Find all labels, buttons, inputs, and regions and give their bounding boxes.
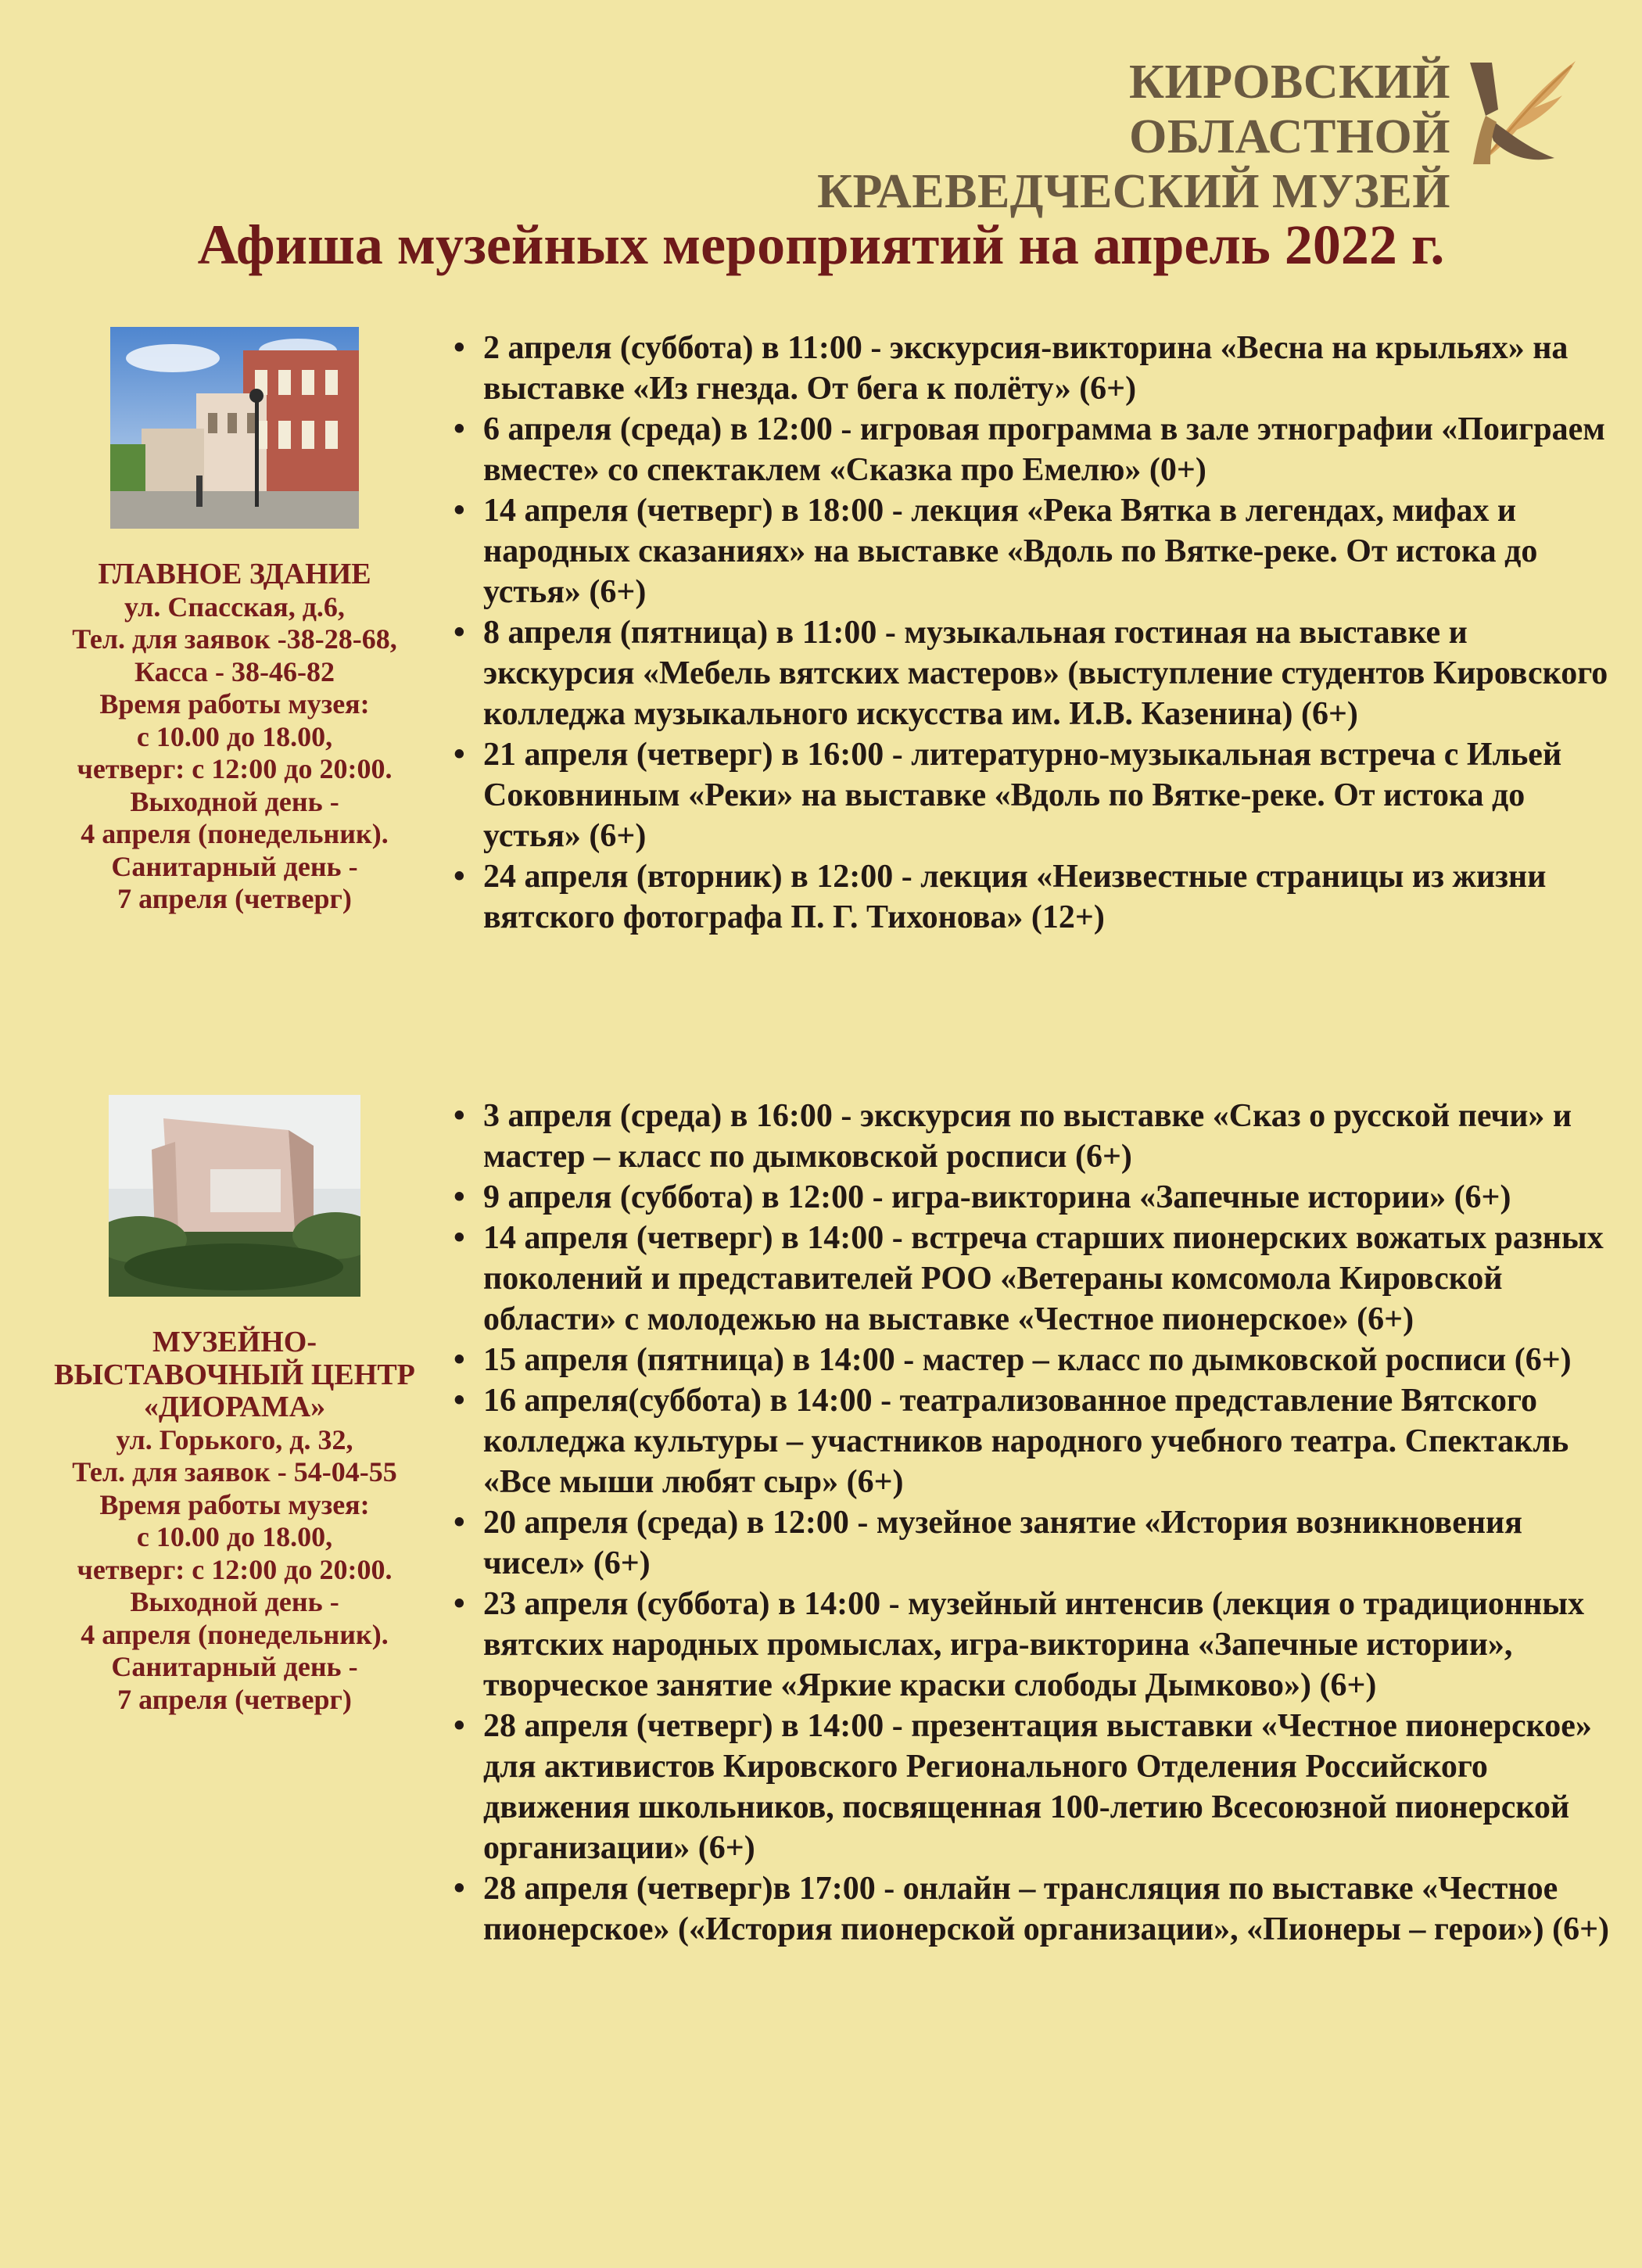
venue-thursday-hours: четверг: с 12:00 до 20:00. [77,1553,393,1585]
events-list-main-building [454,328,1619,938]
venue-day-off: 4 апреля (понедельник). [81,818,389,849]
logo-line-2: КРАЕВЕДЧЕСКИЙ МУЗЕЙ [817,165,1450,218]
venue-name: ГЛАВНОЕ ЗДАНИЕ [98,558,371,590]
venue-sanitary: 7 апреля (четверг) [117,883,352,914]
event-item: • 23 апреля (суббота) в 14:00 - музейный интенсив (лекция о традиционных вятских народных промыслах, игра-викторина «Запечные истории», творческое занятие «Яркие краски слободы Дымково») (6+) [454,1584,1619,1706]
logo-text [805,55,1450,219]
event-item: • 28 апреля (четверг) в 14:00 - презентация выставки «Честное пионерское» для активистов Кировского Регионального Отделения Российского движения школьников, посвященная 100-летию Всесоюзной пионерской организации» (6+) [454,1706,1619,1868]
event-item: • 9 апреля (суббота) в 12:00 - игра-викторина «Запечные истории» (6+) [454,1177,1619,1218]
venue-main-building [31,327,438,916]
venue-sanitary: 7 апреля (четверг) [117,1683,352,1715]
venue-cashier: Касса - 38-46-82 [134,655,335,687]
venue-hours: с 10.00 до 18.00, [136,1521,333,1552]
venue-diorama [31,1095,438,1716]
event-item: • 14 апреля (четверг) в 14:00 - встреча старших пионерских вожатых разных поколений и представителей РОО «Ветераны комсомола Кировской области» с молодежью на выставке «Честное пионерское» (6+) [454,1218,1619,1340]
venue-name-line-1: МУЗЕЙНО- [152,1326,317,1358]
event-item: • 14 апреля (четверг) в 18:00 - лекция «Река Вятка в легендах, мифах и народных сказаниях» на выставке «Вдоль по Вятке-реке. От истока до устья» (6+) [454,490,1619,612]
street-building-photo [110,327,359,529]
venue-hours: с 10.00 до 18.00, [136,720,333,752]
venue-day-off: 4 апреля (понедельник). [81,1618,389,1650]
event-item: • 15 апреля (пятница) в 14:00 - мастер – класс по дымковской росписи (6+) [454,1340,1619,1380]
venue-day-off-title: Выходной день - [130,785,339,817]
museum-logo [805,55,1579,218]
event-item: • 20 апреля (среда) в 12:00 - музейное занятие «История возникновения чисел» (6+) [454,1502,1619,1584]
venue-hours-title: Время работы музея: [99,688,370,720]
venue-thursday-hours: четверг: с 12:00 до 20:00. [77,753,393,784]
event-item: • 24 апреля (вторник) в 12:00 - лекция «Неизвестные страницы из жизни вятского фотографа П. Г. Тихонова» (12+) [454,856,1619,938]
event-item: • 6 апреля (среда) в 12:00 - игровая программа в зале этнографии «Поиграем вместе» со спектаклем «Сказка про Емелю» (0+) [454,409,1619,490]
logo-line-1: КИРОВСКИЙ ОБЛАСТНОЙ [1129,56,1450,163]
diorama-building-photo [109,1095,360,1297]
event-item: • 28 апреля (четверг)в 17:00 - онлайн – трансляция по выставке «Честное пионерское» («История пионерской организации», «Пионеры – герои») (6+) [454,1868,1619,1950]
event-item: • 21 апреля (четверг) в 16:00 - литературно-музыкальная встреча с Ильей Соковниным «Реки» на выставке «Вдоль по Вятке-реке. От истока до устья» (6+) [454,734,1619,856]
page-title: Афиша музейных мероприятий на апрель 2022 г. [197,214,1445,276]
venue-day-off-title: Выходной день - [130,1586,339,1617]
venue-sanitary-title: Санитарный день - [111,850,358,882]
venue-name-line-3: «ДИОРАМА» [143,1391,326,1423]
event-item: • 8 апреля (пятница) в 11:00 - музыкальная гостиная на выставке и экскурсия «Мебель вятских мастеров» (выступление студентов Кировского колледжа музыкального искусства им. И.В. Казенина) (6+) [454,612,1619,734]
venue-sanitary-title: Санитарный день - [111,1651,358,1682]
venue-hours-title: Время работы музея: [99,1488,370,1520]
event-item: • 3 апреля (среда) в 16:00 - экскурсия по выставке «Сказ о русской печи» и мастер – класс по дымковской росписи (6+) [454,1096,1619,1177]
event-item: • 16 апреля(суббота) в 14:00 - театрализованное представление Вятского колледжа культуры – участников народного учебного театра. Спектакль «Все мыши любят сыр» (6+) [454,1380,1619,1502]
venue-address: ул. Горького, д. 32, [116,1423,353,1455]
venue-address: ул. Спасская, д.6, [124,590,345,623]
feather-k-logo-icon [1462,55,1579,172]
events-list-diorama [454,1096,1619,1950]
venue-phone: Тел. для заявок -38-28-68, [72,623,397,655]
venue-name-line-2: ВЫСТАВОЧНЫЙ ЦЕНТР [54,1358,415,1391]
venue-phone: Тел. для заявок - 54-04-55 [72,1456,397,1487]
event-item: • 2 апреля (суббота) в 11:00 - экскурсия-викторина «Весна на крыльях» на выставке «Из гнезда. От бега к полёту» (6+) [454,328,1619,409]
